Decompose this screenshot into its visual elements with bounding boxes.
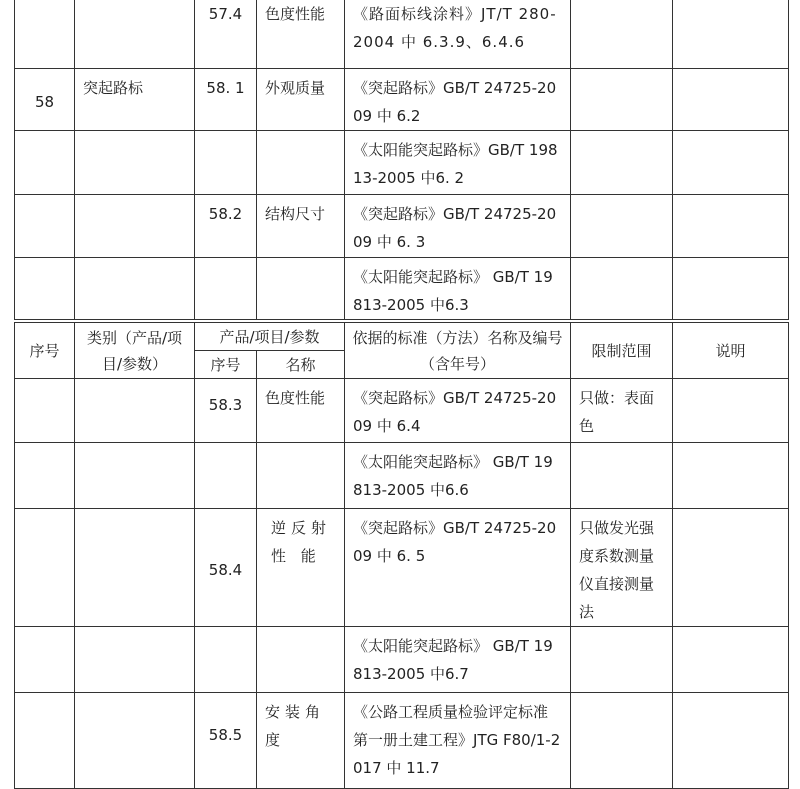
row-note — [673, 627, 789, 693]
header-name: 名称 — [257, 351, 345, 379]
header-limit: 限制范围 — [571, 323, 673, 379]
row-standard: 《突起路标》GB/T 24725-2009 中 6. 5 — [345, 509, 571, 627]
row-name: 结构尺寸 — [257, 195, 345, 258]
header-no: 序号 — [15, 323, 75, 379]
row-limit — [571, 693, 673, 789]
bottom-table — [14, 322, 789, 789]
row-no — [15, 258, 75, 320]
row-no — [15, 195, 75, 258]
row-limit — [571, 195, 673, 258]
row-standard: 《太阳能突起路标》 GB/T 19813-2005 中6.6 — [345, 443, 571, 509]
row-note — [673, 693, 789, 789]
row-category — [75, 195, 195, 258]
header-sub-no: 序号 — [195, 351, 257, 379]
row-sub-no: 58.5 — [195, 693, 257, 789]
row-no — [15, 509, 75, 627]
table-row — [15, 443, 789, 509]
row-limit — [571, 258, 673, 320]
row-limit — [571, 443, 673, 509]
table-row — [15, 693, 789, 789]
row-standard: 《太阳能突起路标》 GB/T 19813-2005 中6.7 — [345, 627, 571, 693]
row-no — [15, 379, 75, 443]
table-row — [15, 131, 789, 195]
row-standard: 《突起路标》GB/T 24725-2009 中 6.2 — [345, 69, 571, 131]
table-row — [15, 379, 789, 443]
row-category — [75, 627, 195, 693]
row-sub-no: 58. 1 — [195, 69, 257, 131]
row-note — [673, 258, 789, 320]
row-category — [75, 509, 195, 627]
row-limit — [571, 131, 673, 195]
row-no: 58 — [15, 69, 75, 131]
row-sub-no: 57.4 — [195, 0, 257, 69]
top-table — [14, 0, 789, 320]
header-note: 说明 — [673, 323, 789, 379]
row-note — [673, 0, 789, 69]
row-name: 外观质量 — [257, 69, 345, 131]
row-sub-no — [195, 627, 257, 693]
table-row — [15, 195, 789, 258]
row-category — [75, 693, 195, 789]
row-category: 突起路标 — [75, 69, 195, 131]
row-category — [75, 131, 195, 195]
row-limit: 只做：表面色 — [571, 379, 673, 443]
row-name: 安装角度 — [257, 693, 345, 789]
row-sub-no — [195, 131, 257, 195]
header-row — [15, 323, 789, 351]
table-row — [15, 0, 789, 69]
row-standard: 《太阳能突起路标》 GB/T 19813-2005 中6.3 — [345, 258, 571, 320]
table-row — [15, 258, 789, 320]
row-category — [75, 379, 195, 443]
row-note — [673, 195, 789, 258]
header-standard: 依据的标准（方法）名称及编号（含年号） — [345, 323, 571, 379]
row-note — [673, 69, 789, 131]
table-row — [15, 627, 789, 693]
row-name: 色度性能 — [257, 0, 345, 69]
row-category — [75, 0, 195, 69]
row-sub-no — [195, 443, 257, 509]
row-standard: 《公路工程质量检验评定标准第一册土建工程》JTG F80/1-2017 中 11.7 — [345, 693, 571, 789]
header-category: 类别（产品/项目/参数） — [75, 323, 195, 379]
row-name: 逆反射性 能 — [257, 509, 345, 627]
row-sub-no — [195, 258, 257, 320]
row-note — [673, 131, 789, 195]
row-category — [75, 443, 195, 509]
row-standard: 《突起路标》GB/T 24725-2009 中 6. 3 — [345, 195, 571, 258]
row-limit: 只做发光强度系数测量仪直接测量法 — [571, 509, 673, 627]
row-no — [15, 131, 75, 195]
row-name — [257, 258, 345, 320]
table-row — [15, 509, 789, 627]
row-name — [257, 443, 345, 509]
row-sub-no: 58.2 — [195, 195, 257, 258]
row-no — [15, 443, 75, 509]
row-name — [257, 131, 345, 195]
row-limit — [571, 69, 673, 131]
row-note — [673, 443, 789, 509]
row-standard: 《路面标线涂料》JT/T 280-2004 中 6.3.9、6.4.6 — [345, 0, 571, 69]
row-name — [257, 627, 345, 693]
row-sub-no: 58.3 — [195, 379, 257, 443]
row-category — [75, 258, 195, 320]
row-sub-no: 58.4 — [195, 509, 257, 627]
row-limit — [571, 0, 673, 69]
row-standard: 《突起路标》GB/T 24725-2009 中 6.4 — [345, 379, 571, 443]
table-row — [15, 69, 789, 131]
row-no — [15, 693, 75, 789]
row-standard: 《太阳能突起路标》GB/T 19813-2005 中6. 2 — [345, 131, 571, 195]
row-note — [673, 509, 789, 627]
row-no — [15, 0, 75, 69]
row-note — [673, 379, 789, 443]
row-name: 色度性能 — [257, 379, 345, 443]
row-no — [15, 627, 75, 693]
row-limit — [571, 627, 673, 693]
header-product-group: 产品/项目/参数 — [195, 323, 345, 351]
